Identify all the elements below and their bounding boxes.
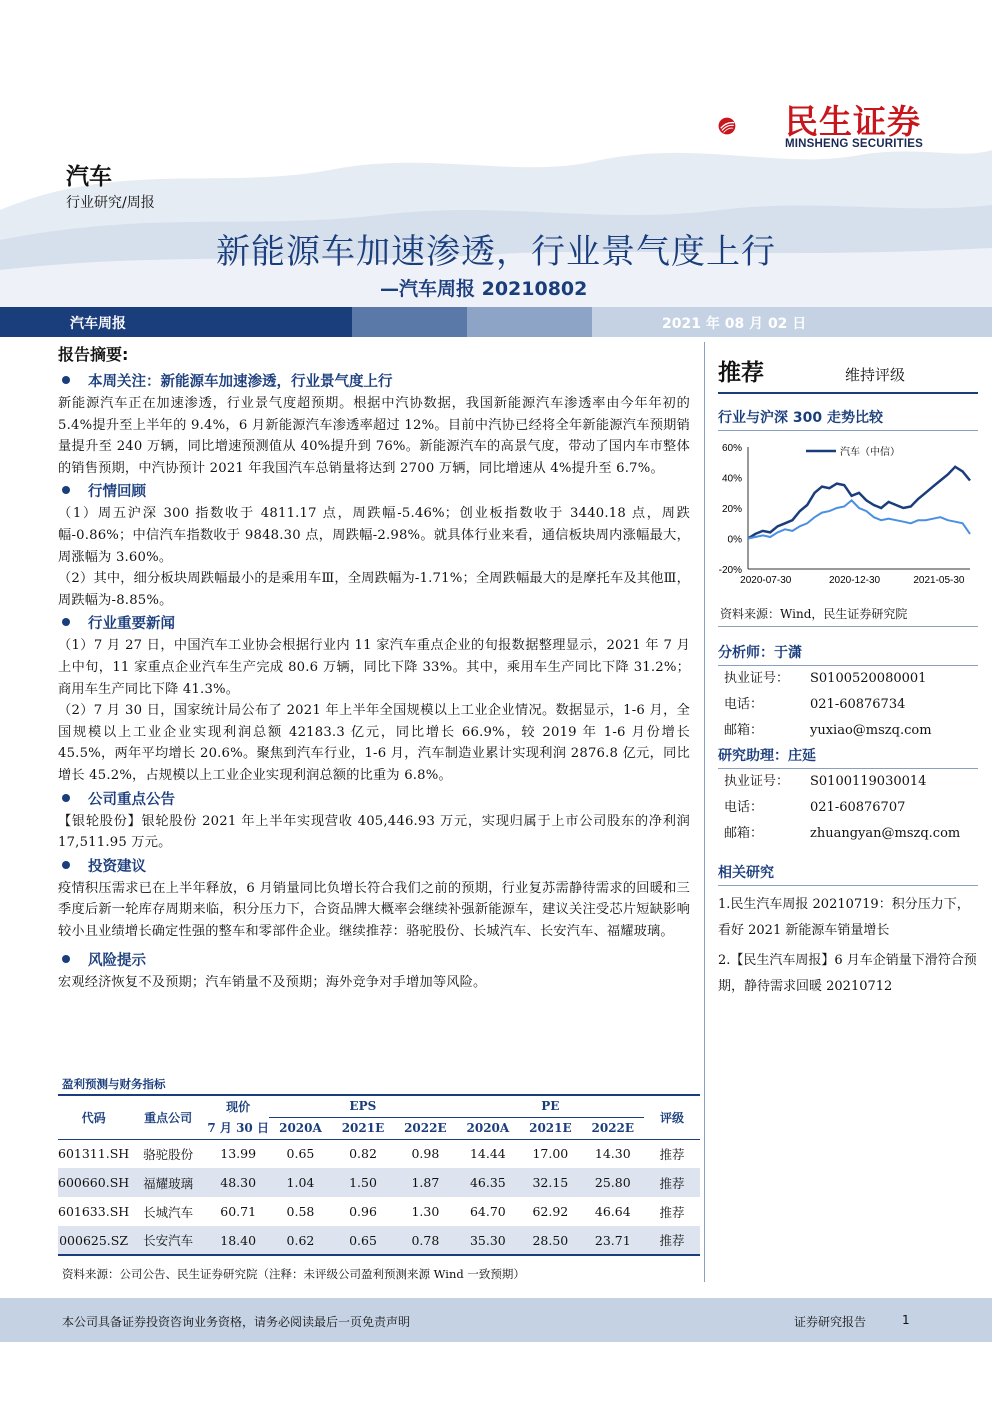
section-heading-text: 风险提示 bbox=[88, 953, 146, 970]
cell-price: 60.71 bbox=[220, 1204, 257, 1219]
col-year: 2021E bbox=[519, 1117, 581, 1139]
contact-key: 电话： bbox=[724, 800, 764, 815]
cell-pe: 46.64 bbox=[594, 1204, 631, 1219]
column-divider bbox=[704, 342, 705, 1282]
contact-key: 电话： bbox=[724, 697, 764, 712]
summary-column bbox=[58, 342, 690, 994]
section-heading-text: 本周关注：新能源车加速渗透，行业景气度上行 bbox=[88, 374, 393, 390]
table-row bbox=[58, 1139, 700, 1168]
contact-key: 邮箱： bbox=[724, 723, 764, 738]
bullet-icon bbox=[62, 486, 70, 494]
cell-pe: 25.80 bbox=[582, 1168, 644, 1197]
y-tick-label: 40% bbox=[721, 473, 742, 485]
cell-pe: 32.15 bbox=[519, 1168, 581, 1197]
brand-name-en: MINSHENG SECURITIES bbox=[785, 138, 923, 150]
contact-row bbox=[718, 692, 978, 718]
contact-value: 021-60876707 bbox=[810, 800, 906, 815]
col-company: 重点公司 bbox=[129, 1095, 207, 1139]
cell-eps: 1.04 bbox=[269, 1168, 332, 1197]
trend-chart-svg bbox=[718, 431, 980, 601]
cell-rating: 推荐 bbox=[644, 1168, 700, 1197]
cell-price: 48.30 bbox=[207, 1168, 269, 1197]
rating-row bbox=[718, 342, 978, 394]
contact-row bbox=[718, 718, 978, 744]
col-year: 2022E bbox=[394, 1117, 456, 1139]
cell-code: 601311.SH bbox=[58, 1146, 130, 1162]
spacer bbox=[58, 942, 690, 948]
bullet-icon bbox=[62, 955, 70, 963]
section-paragraph: （2）7 月 30 日，国家统计局公布了 2021 年上半年全国规模以上工业企业情况。数据显示，1-6 月，全国规模以上工业企业实现利润总额 42183.3 亿元，同比增长 66.9%，较 2019 年 1-6 月份增长 45.5%，两年平均增长 20.6%。聚焦到汽车行业，1-6 月，汽车制造业累计实现利润 2876.8 亿元，同比增长 45.2%，占规模以上工业企业实现利润总额的比重为 6.8%。 bbox=[58, 703, 690, 783]
contact-key: 执业证号： bbox=[724, 774, 790, 789]
section-heading bbox=[58, 789, 690, 811]
related-report-link[interactable]: 1.民生汽车周报 20210719：积分压力下，看好 2021 新能源车销量增长 bbox=[718, 897, 970, 938]
col-price-date: 7 月 30 日 bbox=[207, 1117, 269, 1139]
section-heading bbox=[58, 481, 690, 503]
y-tick-label: 20% bbox=[721, 504, 742, 515]
cell-rating: 推荐 bbox=[659, 1204, 685, 1220]
y-tick-label: 0% bbox=[727, 534, 742, 546]
related-heading: 相关研究 bbox=[718, 865, 774, 881]
cell-name: 骆驼股份 bbox=[143, 1146, 194, 1162]
bullet-icon bbox=[62, 376, 70, 384]
legend-label: 汽车（中信） bbox=[840, 447, 900, 458]
y-tick-label: 60% bbox=[721, 443, 742, 454]
section-paragraph: （1）周五沪深 300 指数收于 4811.17 点，周跌幅-5.46%；创业板指数收于 3440.18 点，周跌幅-0.86%；中信汽车指数收于 9848.30 点，周跌幅-2.98%。就具体行业来看，通信板块周内涨幅最大，周涨幅为 3.60%。 bbox=[58, 506, 690, 565]
cell-pe: 62.92 bbox=[532, 1204, 569, 1219]
section-heading bbox=[58, 613, 690, 635]
section-heading bbox=[58, 371, 690, 393]
section-paragraph: 疫情积压需求已在上半年释放，6 月销量同比负增长符合我们之前的预期，行业复苏需静待需求的回暖和三季度后新一轮库存周期来临，积分压力下，合资品牌大概率会继续补强新能源车，建议关注受芯片短缺影响较小且业绩增长确定性强的整车和零部件企业。继续推荐：骆驼股份、长城汽车、长安汽车、福耀玻璃。 bbox=[58, 880, 690, 939]
cell-pe: 14.44 bbox=[469, 1146, 506, 1162]
col-eps: EPS bbox=[269, 1095, 456, 1117]
section-paragraph: （2）其中，细分板块周跌幅最小的是乘用车Ⅲ，全周跌幅为-1.71%；全周跌幅最大的是摩托车及其他Ⅲ，周跌幅为-8.85%。 bbox=[58, 571, 690, 608]
col-year: 2021E bbox=[332, 1117, 394, 1139]
contact-key: 执业证号： bbox=[724, 671, 790, 686]
sector-label: 汽车 bbox=[66, 164, 112, 190]
cell-price: 18.40 bbox=[207, 1226, 269, 1255]
section-heading-text: 公司重点公告 bbox=[88, 791, 175, 808]
cell-eps: 1.50 bbox=[332, 1168, 394, 1197]
contact-value[interactable]: yuxiao@mszq.com bbox=[810, 723, 932, 738]
cell-eps: 0.62 bbox=[269, 1226, 332, 1255]
section-paragraph: 宏观经济恢复不及预期；汽车销量不及预期；海外竞争对手增加等风险。 bbox=[58, 975, 487, 991]
section-heading-text: 行业重要新闻 bbox=[88, 616, 175, 633]
report-subtitle: —汽车周报 20210802 bbox=[380, 278, 588, 300]
cell-pe: 46.35 bbox=[457, 1168, 520, 1197]
contact-value: S0100119030014 bbox=[810, 774, 927, 789]
table-title: 盈利预测与财务指标 bbox=[62, 1077, 166, 1091]
table-row bbox=[58, 1226, 700, 1255]
summary-title: 报告摘要: bbox=[58, 345, 129, 364]
contact-value[interactable]: zhuangyan@mszq.com bbox=[810, 826, 961, 841]
related-list bbox=[718, 892, 978, 1000]
footer-doc-label: 证券研究报告 bbox=[794, 1315, 867, 1329]
cell-eps: 0.96 bbox=[349, 1204, 377, 1219]
contact-row bbox=[718, 666, 978, 692]
col-rating: 评级 bbox=[644, 1095, 700, 1139]
col-pe: PE bbox=[457, 1095, 644, 1117]
contact-row bbox=[718, 795, 978, 821]
report-title: 新能源车加速渗透，行业景气度上行 bbox=[216, 232, 776, 272]
cell-eps: 0.98 bbox=[411, 1146, 440, 1162]
section-paragraph: 新能源汽车正在加速渗透，行业景气度超预期。根据中汽协数据，我国新能源汽车渗透率由今年年初的 5.4%提升至上半年的 9.4%，6 月新能源汽车渗透率超过 12%。目前中汽协已经将全年新能源汽车预期销量提升至 240 万辆，同比增速预测值从 40%提升到 76%。新能源汽车的高景气度，带动了国内车市整体的销售预期，中汽协预计 2021 年我国汽车总销量将达到 2700 万辆，同比增速从 4%提升至 6.7%。 bbox=[58, 396, 690, 476]
report-date: 2021 年 08 月 02 日 bbox=[662, 316, 807, 332]
cell-pe: 35.30 bbox=[457, 1226, 520, 1255]
forecast-table-body bbox=[58, 1139, 700, 1255]
section-paragraph: 【银轮股份】银轮股份 2021 年上半年实现营收 405,446.93 万元，实现归属于上市公司股东的净利润 17,511.95 万元。 bbox=[58, 813, 690, 851]
cell-eps: 0.82 bbox=[349, 1146, 377, 1162]
cell-eps: 0.65 bbox=[332, 1226, 394, 1255]
cell-price: 13.99 bbox=[220, 1146, 257, 1162]
bullet-icon bbox=[62, 861, 70, 869]
cell-name: 长城汽车 bbox=[143, 1204, 194, 1220]
cell-eps: 0.58 bbox=[286, 1204, 315, 1219]
cell-pe: 28.50 bbox=[519, 1226, 581, 1255]
assistant-heading: 研究助理：庄延 bbox=[718, 748, 816, 764]
table-source: 资料来源：公司公告、民生证券研究院（注释：未评级公司盈利预测来源 Wind 一致预期） bbox=[62, 1267, 525, 1281]
y-tick-label: -20% bbox=[718, 565, 742, 576]
chart-source: 资料来源：Wind，民生证券研究院 bbox=[720, 607, 908, 621]
cell-eps: 0.78 bbox=[394, 1226, 456, 1255]
title-bar-segment bbox=[352, 307, 467, 337]
cell-eps: 1.87 bbox=[394, 1168, 456, 1197]
cell-rating: 推荐 bbox=[644, 1226, 700, 1255]
x-tick-label: 2020-12-30 bbox=[828, 575, 881, 586]
col-code: 代码 bbox=[58, 1095, 129, 1139]
sidebar bbox=[718, 342, 978, 1004]
cell-eps: 1.30 bbox=[411, 1204, 440, 1219]
analyst-heading: 分析师：于潇 bbox=[718, 645, 802, 661]
brand-name-cn: 民生证券 bbox=[785, 102, 921, 141]
bullet-icon bbox=[62, 618, 70, 626]
x-tick-label: 2020-07-30 bbox=[740, 575, 792, 586]
series-line bbox=[748, 467, 970, 539]
contact-value: S0100520080001 bbox=[810, 671, 927, 686]
section-heading-text: 投资建议 bbox=[88, 858, 146, 875]
title-bar-label: 汽车周报 bbox=[70, 316, 126, 332]
cell-pe: 14.30 bbox=[594, 1146, 631, 1162]
section-paragraph: （1）7 月 27 日，中国汽车工业协会根据行业内 11 家汽车重点企业的旬报数据整理显示，2021 年 7 月上中旬，11 家重点企业汽车生产完成 80.6 万辆，同比下降 33%。其中，乘用车生产同比下降 31.2%；商用车生产同比下降 41.3%。 bbox=[58, 638, 690, 697]
cell-pe: 64.70 bbox=[469, 1204, 506, 1219]
summary-sections bbox=[58, 371, 690, 994]
x-tick-label: 2021-05-30 bbox=[913, 575, 965, 586]
rating-note: 维持评级 bbox=[845, 366, 906, 384]
minsheng-logo-icon bbox=[718, 94, 788, 158]
contact-key: 邮箱： bbox=[724, 826, 764, 841]
bullet-icon bbox=[62, 794, 70, 802]
doc-type: 行业研究/周报 bbox=[66, 195, 155, 211]
rating: 推荐 bbox=[718, 360, 764, 386]
section-heading-text: 行情回顾 bbox=[88, 484, 146, 501]
table-row bbox=[58, 1197, 700, 1226]
footer-disclaimer: 本公司具备证券投资咨询业务资格，请务必阅读最后一页免责声明 bbox=[62, 1315, 411, 1329]
contact-row bbox=[718, 769, 978, 795]
title-bar-segment bbox=[467, 307, 592, 337]
cell-pe: 17.00 bbox=[532, 1146, 569, 1162]
cell-rating: 推荐 bbox=[659, 1146, 685, 1162]
assistant-info bbox=[718, 769, 978, 847]
contact-value: 021-60876734 bbox=[810, 697, 906, 712]
cell-code: 601633.SH bbox=[58, 1204, 130, 1219]
section-heading bbox=[58, 856, 690, 878]
cell-name: 福耀玻璃 bbox=[129, 1168, 207, 1197]
cell-code: 000625.SZ bbox=[58, 1226, 129, 1255]
cell-code: 600660.SH bbox=[58, 1168, 129, 1197]
forecast-table bbox=[58, 1094, 700, 1256]
col-price: 现价 bbox=[207, 1095, 269, 1117]
related-report-link[interactable]: 2.【民生汽车周报】6 月车企销量下滑符合预期，静待需求回暖 20210712 bbox=[718, 953, 977, 994]
chart-title: 行业与沪深 300 走势比较 bbox=[718, 410, 883, 426]
section-heading bbox=[58, 950, 690, 972]
cell-name: 长安汽车 bbox=[129, 1226, 207, 1255]
series-line bbox=[748, 500, 970, 538]
col-year: 2022E bbox=[582, 1117, 644, 1139]
contact-row bbox=[718, 821, 978, 847]
table-row bbox=[58, 1168, 700, 1197]
col-year: 2020A bbox=[457, 1117, 520, 1139]
cell-pe: 23.71 bbox=[582, 1226, 644, 1255]
col-year: 2020A bbox=[269, 1117, 332, 1139]
cell-eps: 0.65 bbox=[286, 1146, 315, 1162]
trend-chart bbox=[718, 431, 980, 601]
page-number: 1 bbox=[902, 1313, 910, 1327]
analyst-info bbox=[718, 666, 978, 744]
